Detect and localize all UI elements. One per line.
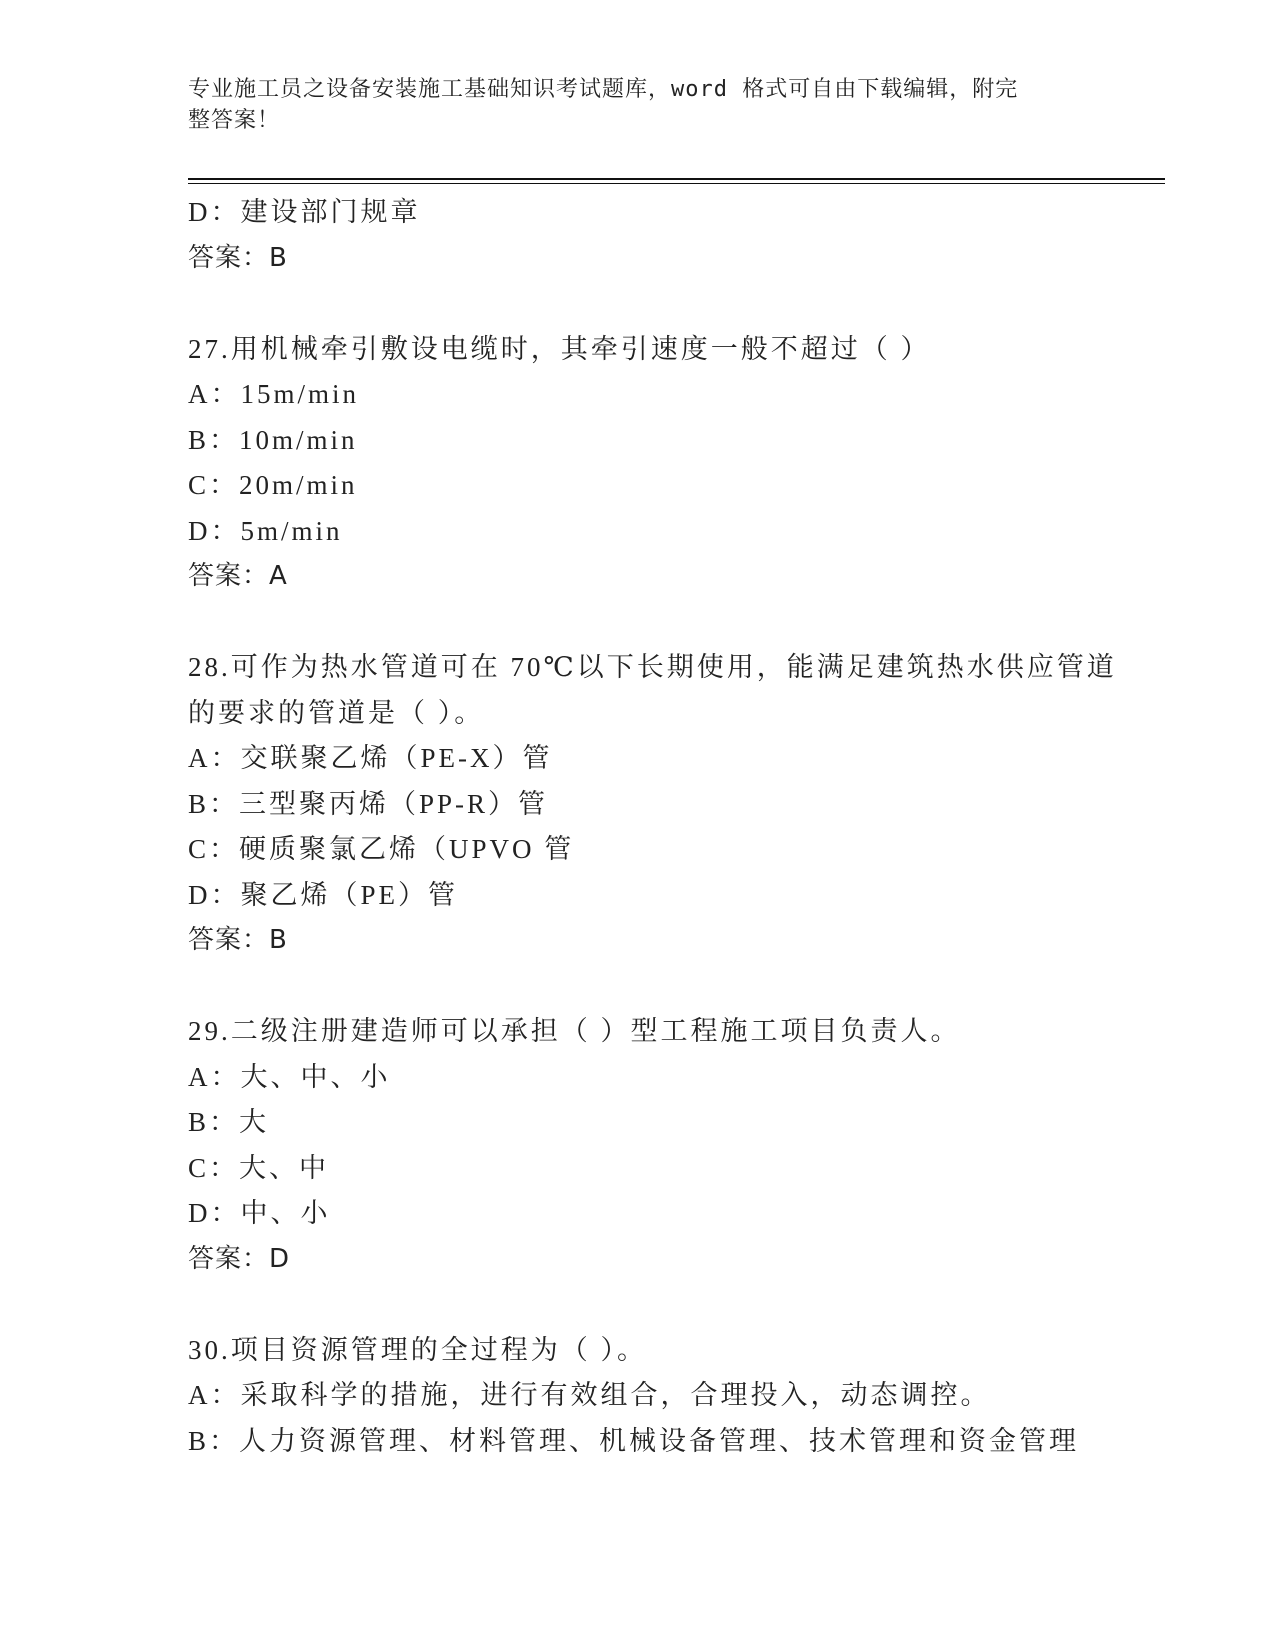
spacer bbox=[188, 1282, 1148, 1328]
option-c: C：硬质聚氯乙烯（UPVO 管 bbox=[188, 834, 575, 864]
question-stem-line-2: 的要求的管道是（ ）。 bbox=[188, 697, 485, 728]
option-c: C：大、中 bbox=[188, 1152, 330, 1183]
option-d: D：聚乙烯（PE）管 bbox=[188, 879, 459, 910]
header-line-2: 整答案！ bbox=[188, 108, 281, 133]
question-stem: 30.项目资源管理的全过程为（ ）。 bbox=[188, 1334, 647, 1365]
question-27 bbox=[188, 327, 1148, 600]
exam-content bbox=[188, 190, 1148, 1464]
answer-label: 答案：B bbox=[188, 242, 288, 273]
option-a: A：交联聚乙烯（PE-X）管 bbox=[188, 743, 553, 773]
answer-label: 答案：D bbox=[188, 1243, 291, 1274]
option-d: D：中、小 bbox=[188, 1198, 331, 1228]
option-a: A：大、中、小 bbox=[188, 1061, 391, 1092]
header-divider-thick bbox=[188, 178, 1165, 180]
option-b: B：人力资源管理、材料管理、机械设备管理、技术管理和资金管理 bbox=[188, 1425, 1080, 1456]
question-28 bbox=[188, 645, 1148, 964]
question-30 bbox=[188, 1328, 1148, 1465]
spacer bbox=[188, 281, 1148, 327]
option-b: B：三型聚丙烯（PP-R）管 bbox=[188, 788, 549, 819]
document-header bbox=[188, 74, 1088, 136]
option-a: A：15m/min bbox=[188, 379, 360, 409]
answer-label: 答案：A bbox=[188, 561, 288, 591]
header-divider-thin bbox=[188, 183, 1165, 184]
question-stem: 27.用机械牵引敷设电缆时，其牵引速度一般不超过（ ） bbox=[188, 333, 931, 364]
question-stem-line-1: 28.可作为热水管道可在 70℃以下长期使用，能满足建筑热水供应管道 bbox=[188, 652, 1117, 682]
spacer bbox=[188, 964, 1148, 1010]
question-stem: 29.二级注册建造师可以承担（ ）型工程施工项目负责人。 bbox=[188, 1016, 961, 1046]
option-d: D：建设部门规章 bbox=[188, 197, 421, 227]
spacer bbox=[188, 600, 1148, 646]
option-b: B：大 bbox=[188, 1107, 270, 1137]
option-d: D：5m/min bbox=[188, 515, 343, 546]
question-29 bbox=[188, 1009, 1148, 1282]
answer-label: 答案：B bbox=[188, 925, 288, 955]
option-a: A：采取科学的措施，进行有效组合，合理投入，动态调控。 bbox=[188, 1380, 991, 1410]
option-b: B：10m/min bbox=[188, 424, 358, 455]
question-26-tail bbox=[188, 190, 1148, 281]
option-c: C：20m/min bbox=[188, 470, 358, 500]
header-line-1: 专业施工员之设备安装施工基础知识考试题库，word 格式可自由下载编辑，附完 bbox=[188, 77, 1019, 102]
